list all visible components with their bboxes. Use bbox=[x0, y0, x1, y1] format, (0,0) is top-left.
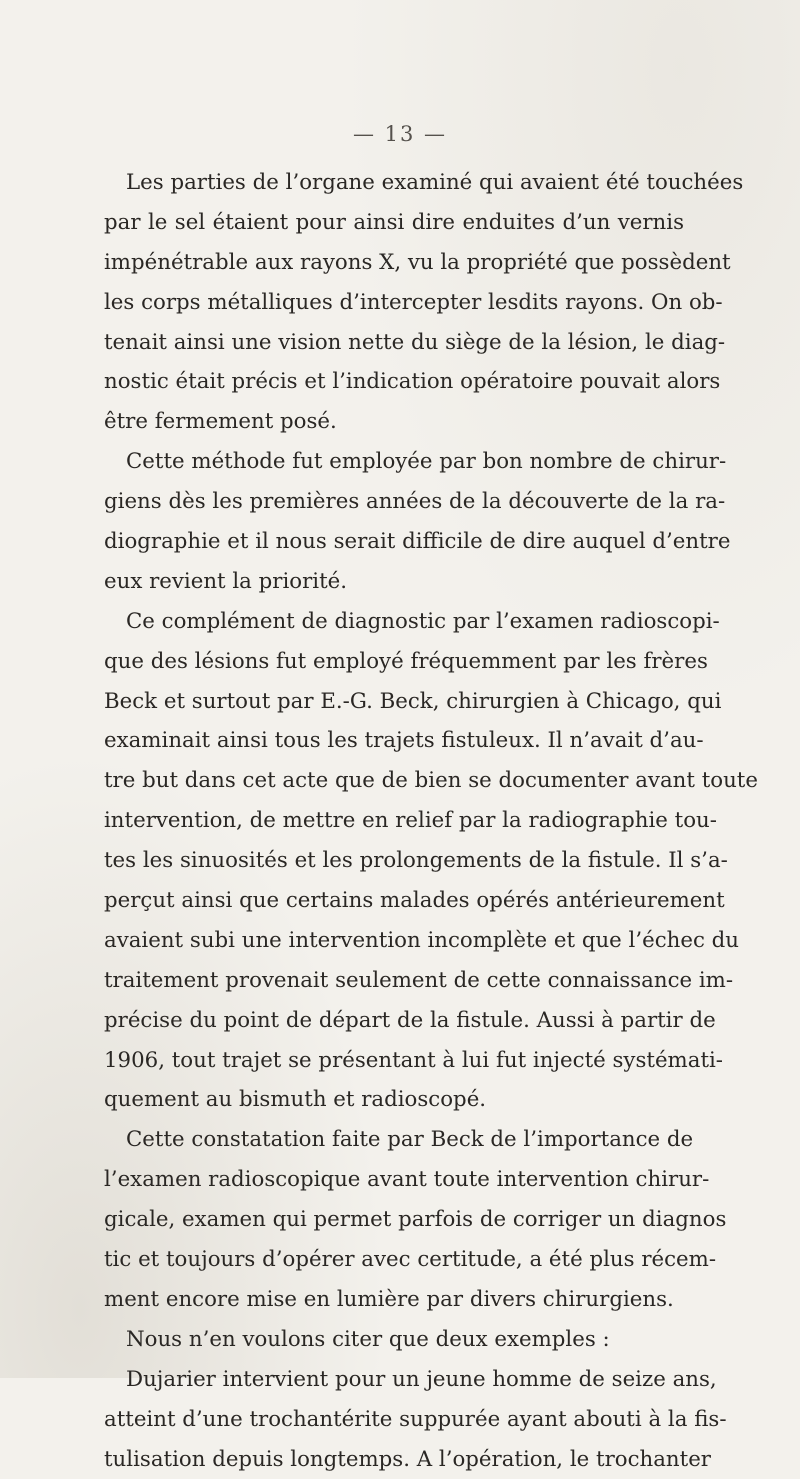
text-line: gicale, examen qui permet parfois de corriger un diagnos bbox=[104, 1200, 684, 1240]
text-line: tes les sinuosités et les prolongements de la fistule. Il s’a- bbox=[104, 841, 684, 881]
text-line: Beck et surtout par E.-G. Beck, chirurgien à Chicago, qui bbox=[104, 682, 684, 722]
text-line: avaient subi une intervention incomplète et que l’échec du bbox=[104, 921, 684, 961]
text-line: Cette méthode fut employée par bon nombre de chirur- bbox=[104, 442, 684, 482]
text-line: les corps métalliques d’intercepter lesdits rayons. On ob- bbox=[104, 283, 684, 323]
text-line: nostic était précis et l’indication opératoire pouvait alors bbox=[104, 362, 684, 402]
text-line: tulisation depuis longtemps. A l’opération, le trochanter bbox=[104, 1440, 684, 1479]
text-line: quement au bismuth et radioscopé. bbox=[104, 1080, 684, 1120]
text-line: Nous n’en voulons citer que deux exemples : bbox=[104, 1320, 684, 1360]
page-number: — 13 — bbox=[0, 122, 800, 146]
text-line: précise du point de départ de la fistule. Aussi à partir de bbox=[104, 1001, 684, 1041]
text-line: impénétrable aux rayons X, vu la propriété que possèdent bbox=[104, 243, 684, 283]
text-line: Les parties de l’organe examiné qui avaient été touchées bbox=[104, 163, 684, 203]
text-line: perçut ainsi que certains malades opérés antérieurement bbox=[104, 881, 684, 921]
text-line: eux revient la priorité. bbox=[104, 562, 684, 602]
text-line: par le sel étaient pour ainsi dire enduites d’un vernis bbox=[104, 203, 684, 243]
text-line: tic et toujours d’opérer avec certitude, a été plus récem- bbox=[104, 1240, 684, 1280]
text-line: examinait ainsi tous les trajets fistuleux. Il n’avait d’au- bbox=[104, 721, 684, 761]
text-line: Ce complément de diagnostic par l’examen radioscopi- bbox=[104, 602, 684, 642]
text-line: tenait ainsi une vision nette du siège de la lésion, le diag- bbox=[104, 323, 684, 363]
text-line: ment encore mise en lumière par divers chirurgiens. bbox=[104, 1280, 684, 1320]
body-text bbox=[104, 163, 684, 1479]
text-line: diographie et il nous serait difficile de dire auquel d’entre bbox=[104, 522, 684, 562]
text-line: intervention, de mettre en relief par la radiographie tou- bbox=[104, 801, 684, 841]
text-line: être fermement posé. bbox=[104, 402, 684, 442]
text-line: 1906, tout trajet se présentant à lui fut injecté systémati- bbox=[104, 1041, 684, 1081]
text-line: giens dès les premières années de la découverte de la ra- bbox=[104, 482, 684, 522]
text-line: Dujarier intervient pour un jeune homme de seize ans, bbox=[104, 1360, 684, 1400]
text-line: que des lésions fut employé fréquemment par les frères bbox=[104, 642, 684, 682]
text-line: l’examen radioscopique avant toute intervention chirur- bbox=[104, 1160, 684, 1200]
text-line: traitement provenait seulement de cette connaissance im- bbox=[104, 961, 684, 1001]
text-line: Cette constatation faite par Beck de l’importance de bbox=[104, 1120, 684, 1160]
text-line: tre but dans cet acte que de bien se documenter avant toute bbox=[104, 761, 684, 801]
text-line: atteint d’une trochantérite suppurée ayant abouti à la fis- bbox=[104, 1400, 684, 1440]
